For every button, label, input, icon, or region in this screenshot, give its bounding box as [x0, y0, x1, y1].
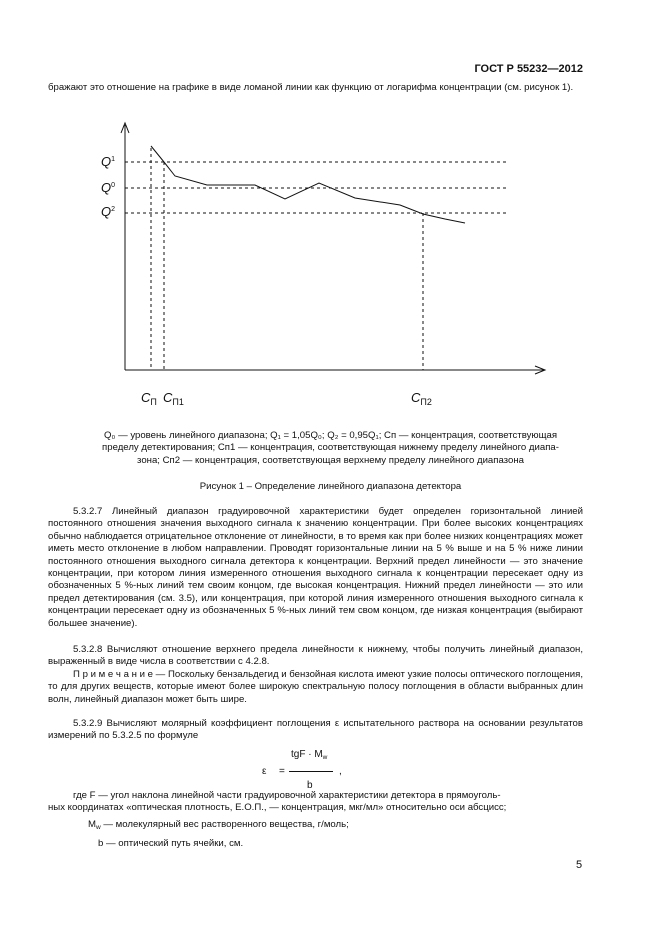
formula-lhs: ε — [262, 766, 267, 777]
where-line-1: где F — угол наклона линейной части градуировочной характеристики детектора в прямоуголь- — [73, 790, 501, 801]
note-text: — Поскольку бензальдегид и бензойная кислота имеют узкие полосы оптического поглощения, то для других веществ, которые имеют более широкую спектральную полосу поглощения в области выбранных длин волн, линейный диапазон может быть шире. — [48, 669, 583, 705]
note-paragraph — [48, 669, 583, 706]
paragraph-5-3-2-8: 5.3.2.8 Вычисляют отношение верхнего предела линейности к нижнему, чтобы получить линейный диапазон, выраженный в виде числа в соответствии с 4.2.8. — [48, 644, 583, 668]
linear-range-figure — [0, 0, 661, 420]
q0-label: $Q^0$ — [101, 180, 116, 195]
where-block — [48, 790, 588, 851]
intro-paragraph: бражают это отношение на графике в виде ломаной линии как функцию от логарифма концентрации (см. рисунок 1). — [48, 82, 574, 93]
formula-numerator: tgF · $M_w$ — [291, 749, 328, 761]
where-line-2: ных координатах «оптическая плотность, Е.О.П., — концентрация, мкг/мл» относительно оси абсцисс; — [48, 802, 507, 814]
paragraph-5-3-2-9: 5.3.2.9 Вычисляют молярный коэффициент поглощения ε испытательного раствора на основании результатов измерений по 5.3.2.5 по формуле — [48, 718, 583, 742]
fraction-bar — [289, 771, 333, 772]
formula-denominator: b — [307, 780, 313, 791]
legend-line-3: зона; Cп2 — концентрация, соответствующая верхнему пределу линейного диапазона — [137, 454, 524, 466]
page-number: 5 — [576, 859, 583, 871]
ratio-curve — [151, 146, 465, 223]
formula-equals: = — [279, 766, 285, 777]
where-mw: $M_w$ — молекулярный вес растворенного вещества, г/моль; — [88, 818, 349, 831]
q2-label: $Q^2$ — [101, 204, 116, 219]
cp-label: $C_П$ — [141, 390, 157, 407]
figure-caption: Рисунок 1 – Определение линейного диапазона детектора — [199, 481, 462, 492]
paragraph-5-3-2-7: 5.3.2.7 Линейный диапазон градуировочной характеристики будет определен горизонтальной линией постоянного отношения значения выходного сигнала к значению концентрации. При более высоких концентрациях обычно наблюдается отрицательное отклонение от линейности, в то время как при более низких концентрациях может иметь место отклонение в любом направлении. Проводят горизонтальные линии на 5 % выше и на 5 % ниже линии постоянного отношения выходного сигнала детектора к концентрации. Верхний предел линейности — это значение концентрации, при котором линия измеренного отношения выходного сигнала к концентрации пересекает одну из обозначенных 5 %-ных линий тем своим концом, где высокая концентрация. Нижний предел линейности — это или предел детектирования (см. 3.5), или концентрация, при которой линия измеренного отношения выходного сигнала к концентрации пересекает одну из обозначенных 5 %-ных линий тем свом концом, где низкая концентрация (выбирают большее значение). — [48, 506, 583, 629]
figure-legend — [40, 430, 621, 467]
legend-line-2: пределу детектирования; Cп1 — концентрация, соответствующая нижнему пределу линейного диапа- — [102, 442, 559, 454]
q1-label: $Q^1$ — [101, 154, 116, 169]
standard-number: ГОСТ Р 55232—2012 — [474, 63, 583, 75]
note-label: П р и м е ч а н и е — [73, 669, 153, 680]
legend-line-1: Q₀ — уровень линейного диапазона; Q₁ = 1,05Q₀; Q₂ = 0,95Q₁; Cп — концентрация, соответствующая — [103, 430, 558, 441]
formula-comma: , — [339, 766, 342, 777]
cp1-label: $C_{П1}$ — [163, 390, 184, 407]
cp2-label: $C_{П2}$ — [411, 390, 432, 407]
where-b: b — оптический путь ячейки, см. — [98, 838, 244, 850]
